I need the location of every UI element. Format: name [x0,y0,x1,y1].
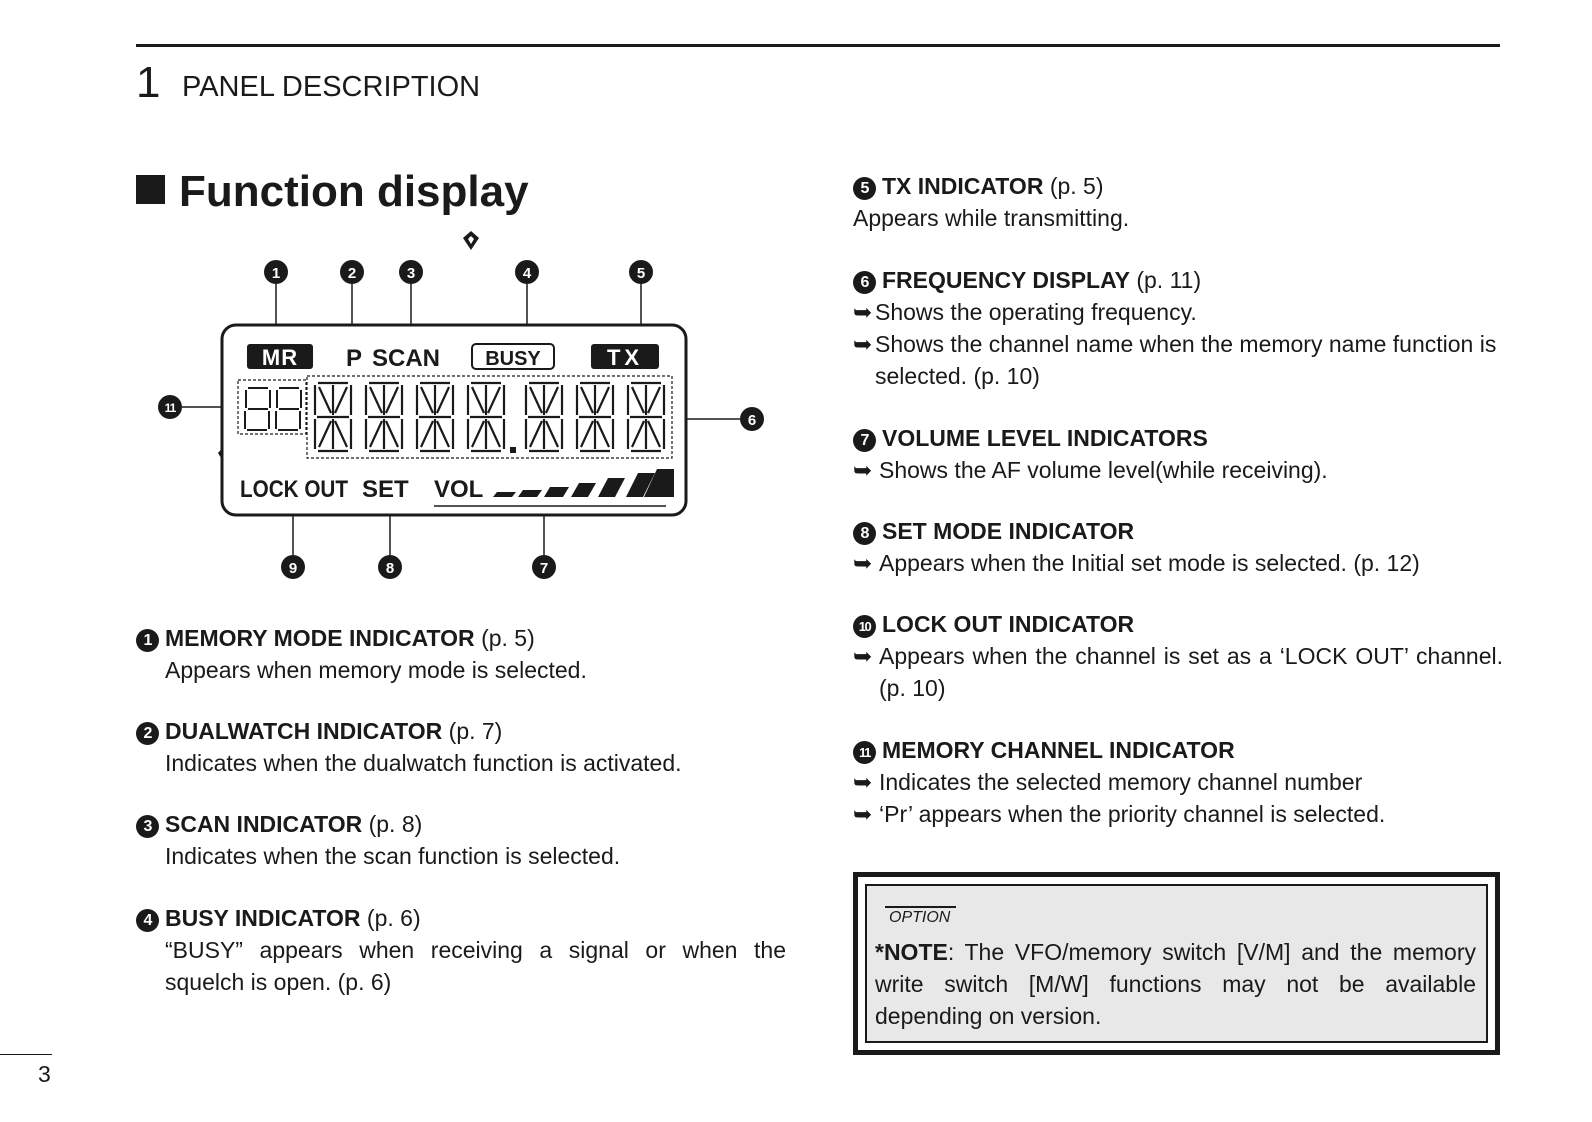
tx-indicator [591,344,659,370]
svg-text:8: 8 [385,560,395,577]
svg-text:1: 1 [271,265,281,282]
item-volume [853,422,1503,486]
item-lockout [853,608,1503,704]
number-badge: 2 [136,722,159,745]
bullet-item: ➥ Shows the operating frequency. [853,296,1503,328]
callout-2 [340,260,364,284]
svg-text:5: 5 [636,265,646,282]
page-ref: (p. 8) [368,811,423,837]
item-scan [136,808,786,872]
p-indicator: P [346,345,363,372]
option-note-box [853,872,1500,1055]
item-desc: “BUSY” appears when receiving a signal or when the squelch is open. (p. 6) [165,937,786,995]
bullet-item: ➥ Indicates the selected memory channel number [853,766,1503,798]
callout-1 [264,260,288,284]
item-memory-mode [136,622,786,686]
arrow-icon: ➥ [853,643,873,669]
lockout-indicator: LOCK OUT [240,476,349,503]
header-rule [136,44,1500,47]
item-title: TX INDICATOR [882,173,1044,199]
bullet-item: ➥ Shows the AF volume level(while receiving). [853,454,1503,486]
page-ref: (p. 5) [1049,173,1104,199]
item-title: SET MODE INDICATOR [882,518,1135,544]
item-title: MEMORY CHANNEL INDICATOR [882,737,1235,763]
item-title: SCAN INDICATOR [165,811,363,837]
page-ref: (p. 6) [366,905,421,931]
callout-11 [158,395,182,419]
callout-8 [378,555,402,579]
option-note-inner [865,884,1488,1043]
number-badge: 1 [136,629,159,652]
callout-5 [629,260,653,284]
callout-3 [399,260,423,284]
arrow-icon: ➥ [853,457,873,483]
item-tx [853,170,1503,234]
page-number-rule [0,1054,52,1055]
item-title: LOCK OUT INDICATOR [882,611,1135,637]
svg-text:MR: MR [261,345,299,370]
arrow-icon: ➥ [853,550,873,576]
heading-text: Function display [179,167,529,216]
diamond-marker-icon [463,231,479,250]
number-badge: 7 [853,429,876,452]
item-set-mode [853,515,1503,579]
item-title: MEMORY MODE INDICATOR [165,625,475,651]
callout-7 [532,555,556,579]
svg-text:11: 11 [164,401,176,415]
item-dualwatch [136,715,786,779]
page-heading [136,164,529,220]
item-memory-channel [853,734,1503,830]
section-number: 1 [136,58,161,107]
bullet-item: ➥ ‘Pr’ appears when the priority channel is selected. [853,798,1503,830]
svg-text:3: 3 [406,265,416,282]
vol-indicator: VOL [434,476,484,503]
item-title: BUSY INDICATOR [165,905,361,931]
item-desc: Appears when memory mode is selected. [165,657,587,683]
decimal-point [510,447,516,453]
section-title: PANEL DESCRIPTION [182,71,481,103]
item-desc: Indicates when the dualwatch function is activated. [165,750,682,776]
bullet-item: ➥ Appears when the channel is set as a ‘LOCK OUT’ channel. (p. 10) [853,640,1503,704]
page-ref: (p. 7) [448,718,503,744]
svg-text:TX: TX [606,345,644,370]
item-frequency [853,264,1503,392]
number-badge: 10 [853,615,876,638]
bullet-item: ➥ Appears when the Initial set mode is selected. (p. 12) [853,547,1503,579]
square-bullet-icon [136,175,165,204]
arrow-icon: ➥ [853,299,873,325]
item-desc: Appears while transmitting. [853,205,1130,231]
number-badge: 4 [136,909,159,932]
svg-text:9: 9 [288,560,298,577]
set-indicator: SET [362,476,409,503]
arrow-icon: ➥ [853,801,873,827]
option-note-text: *NOTE: The VFO/memory switch [V/M] and the memory write switch [M/W] functions may not be available depending on version. [875,939,1476,1029]
number-badge: 6 [853,271,876,294]
callout-9 [281,555,305,579]
number-badge: 8 [853,522,876,545]
callout-6 [740,407,764,431]
scan-indicator: SCAN [372,345,441,372]
busy-indicator [472,344,554,370]
svg-text:2: 2 [347,265,357,282]
item-title: DUALWATCH INDICATOR [165,718,443,744]
svg-text:BUSY: BUSY [485,348,541,370]
number-badge: 5 [853,177,876,200]
page-ref: (p. 5) [481,625,535,651]
page-ref: (p. 11) [1136,267,1202,293]
lcd-diagram [150,225,770,605]
svg-text:7: 7 [539,560,549,577]
arrow-icon: ➥ [853,331,873,357]
arrow-icon: ➥ [853,769,873,795]
callout-4 [515,260,539,284]
bullet-item: ➥ Shows the channel name when the memory name function is selected. (p. 10) [853,328,1503,392]
svg-text:4: 4 [522,265,532,282]
number-badge: 11 [853,741,876,764]
item-desc: Indicates when the scan function is selected. [165,843,621,869]
svg-text:6: 6 [747,412,757,429]
number-badge: 3 [136,815,159,838]
item-busy [136,902,786,998]
mr-indicator [247,344,313,370]
item-title: FREQUENCY DISPLAY [882,267,1130,293]
item-title: VOLUME LEVEL INDICATORS [882,425,1208,451]
page-number: 3 [38,1061,51,1087]
option-label: OPTION [885,906,956,928]
